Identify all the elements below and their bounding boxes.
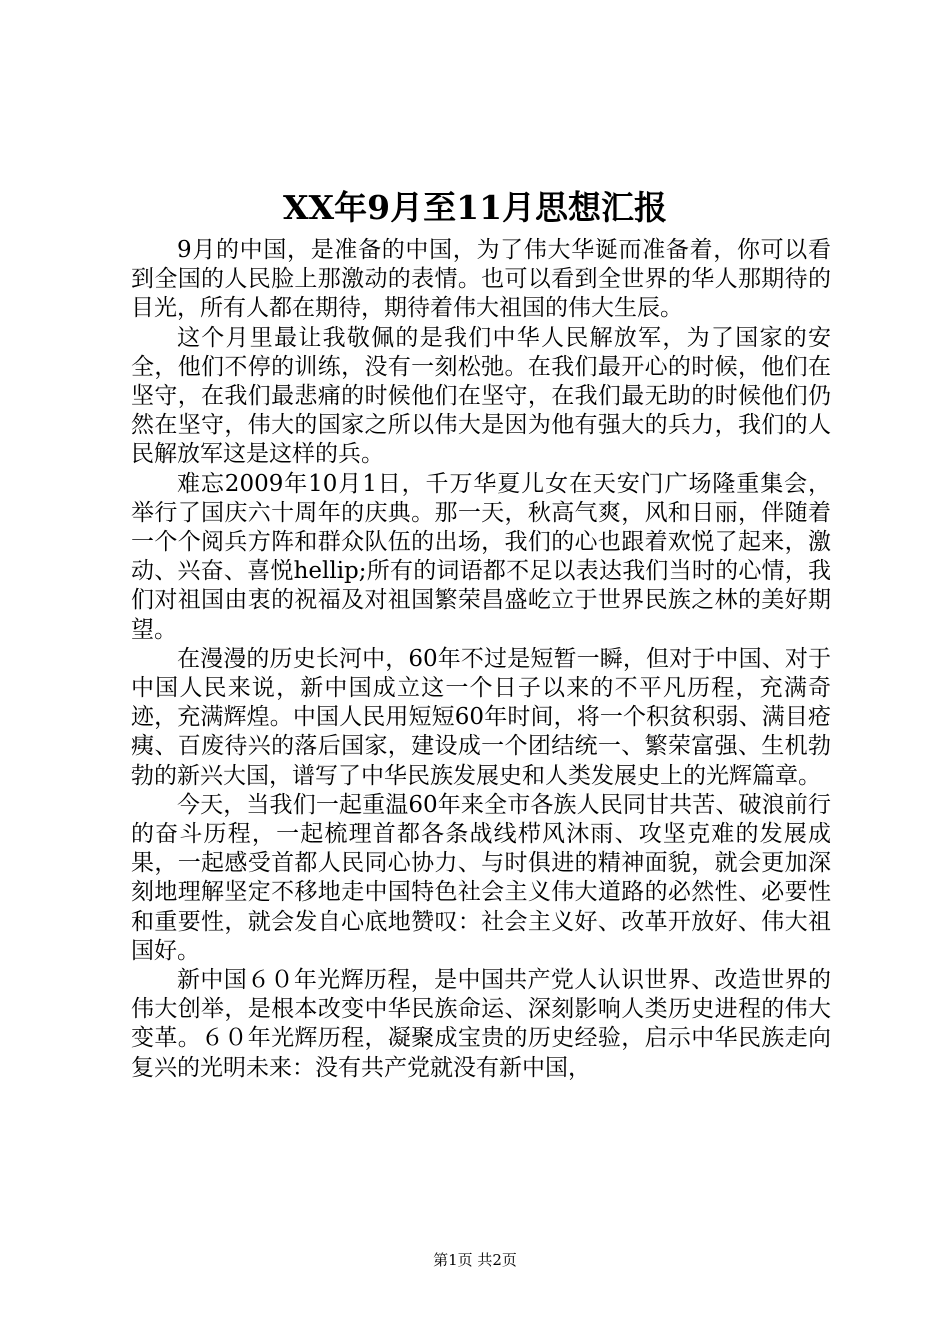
- paragraph-6: 新中国６０年光辉历程，是中国共产党人认识世界、改造世界的伟大创举，是根本改变中华民族命运、深刻影响人类历史进程的伟大变革。６０年光辉历程，凝聚成宝贵的历史经验，启示中华民族走向复兴的光明未来：没有共产党就没有新中国，: [131, 967, 831, 1081]
- page-title: XX年9月至11月思想汇报: [282, 188, 668, 227]
- document-body: [131, 236, 831, 1083]
- paragraph-5: 今天，当我们一起重温60年来全市各族人民同甘共苦、破浪前行的奋斗历程，一起梳理首都各条战线栉风沐雨、攻坚克难的发展成果，一起感受首都人民同心协力、与时俱进的精神面貌，就会更加深刻地理解坚定不移地走中国特色社会主义伟大道路的必然性、必要性和重要性，就会发自心底地赞叹：社会主义好、改革开放好、伟大祖国好。: [131, 791, 831, 964]
- paragraph-4: 在漫漫的历史长河中，60年不过是短暂一瞬，但对于中国、对于中国人民来说，新中国成立这一个日子以来的不平凡历程，充满奇迹，充满辉煌。中国人民用短短60年时间，将一个积贫积弱、满目疮痍、百废待兴的落后国家，建设成一个团结统一、繁荣富强、生机勃勃的新兴大国，谱写了中华民族发展史和人类发展史上的光辉篇章。: [131, 645, 831, 789]
- paragraph-3: 难忘2009年10月1日，千万华夏儿女在天安门广场隆重集会，举行了国庆六十周年的庆典。那一天，秋高气爽，风和日丽，伴随着一个个阅兵方阵和群众队伍的出场，我们的心也跟着欢悦了起来，激动、兴奋、喜悦hellip;所有的词语都不足以表达我们当时的心情，我们对祖国由衷的祝福及对祖国繁荣昌盛屹立于世界民族之林的美好期望。: [131, 470, 831, 643]
- page-number-footer: 第1页 共2页: [433, 1251, 517, 1269]
- paragraph-2: 这个月里最让我敬佩的是我们中华人民解放军，为了国家的安全，他们不停的训练，没有一刻松弛。在我们最开心的时候，他们在坚守，在我们最悲痛的时候他们在坚守，在我们最无助的时候他们仍然在坚守，伟大的国家之所以伟大是因为他有强大的兵力，我们的人民解放军这是这样的兵。: [131, 324, 831, 468]
- paragraph-1: 9月的中国，是准备的中国，为了伟大华诞而准备着，你可以看到全国的人民脸上那激动的表情。也可以看到全世界的华人那期待的目光，所有人都在期待，期待着伟大祖国的伟大生辰。: [131, 237, 831, 322]
